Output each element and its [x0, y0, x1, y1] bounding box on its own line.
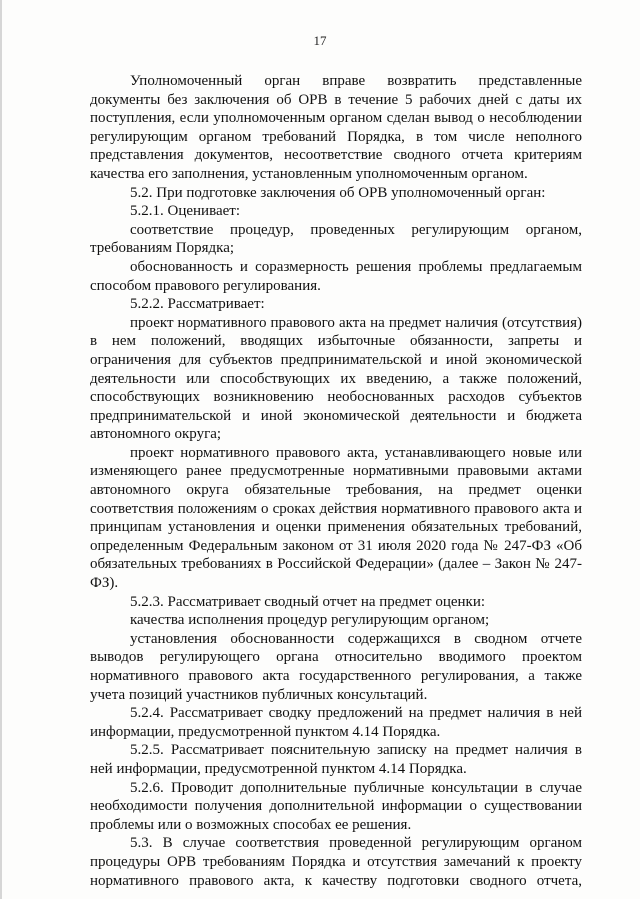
- paragraph-5-2-1: 5.2.1. Оценивает:: [130, 203, 240, 220]
- paragraph-5-2-5: 5.2.5. Рассматривает пояснительную записку на предмет наличия в ней информации, предусмотренной пунктом 4.14 Порядка.: [90, 742, 582, 777]
- paragraph-draft-act-mandatory-requirements: проект нормативного правового акта, устанавливающего новые или изменяющего ранее предусмотренные нормативными правовыми актами автономного округа обязательные требования, на предмет оценки соответствия положениям о сроках действия нормативного правового акта и принципам установления и оценки применения обязательных требований, определенным Федеральным законом от 31 июля 2020 года № 247-ФЗ «Об обязательных требованиях в Российской Федерации» (далее – Закон № 247-ФЗ).: [90, 444, 582, 592]
- paragraph-justification-of-conclusions: установления обоснованности содержащихся в сводном отчете выводов регулирующего органа относительно вводимого проектом нормативного правового акта государственного регулирования, а также учета позиций участников публичных консультаций.: [90, 630, 582, 703]
- paragraph-5-2: 5.2. При подготовке заключения об ОРВ уполномоченный орган:: [130, 184, 546, 201]
- paragraph-5-3: 5.3. В случае соответствия проведенной регулирующим органом процедуры ОРВ требованиям Порядка и отсутствия замечаний к проекту нормативного правового акта, к качеству подготовки сводного отчета,: [90, 835, 582, 889]
- document-body: [90, 72, 582, 890]
- paragraph-validity-of-solution: обоснованность и соразмерность решения проблемы предлагаемым способом правового регулирования.: [90, 258, 582, 294]
- page-edge-shadow: [0, 0, 2, 899]
- paragraph-5-2-6: 5.2.6. Проводит дополнительные публичные консультации в случае необходимости получения дополнительной информации о существовании проблемы или о возможных способах ее решения.: [90, 779, 582, 833]
- paragraph-quality-of-procedures: качества исполнения процедур регулирующим органом;: [130, 612, 490, 629]
- paragraph-5-2-3: 5.2.3. Рассматривает сводный отчет на предмет оценки:: [130, 593, 486, 610]
- paragraph-procedures-compliance: соответствие процедур, проведенных регулирующим органом, требованиям Порядка;: [90, 221, 582, 257]
- page-number: 17: [313, 33, 327, 48]
- paragraph-5-2-2: 5.2.2. Рассматривает:: [130, 296, 265, 313]
- paragraph-5-2-4: 5.2.4. Рассматривает сводку предложений на предмет наличия в ней информации, предусмотренной пунктом 4.14 Порядка.: [90, 705, 582, 740]
- paragraph-return-documents: Уполномоченный орган вправе возвратить представленные документы без заключения об ОРВ в течение 5 рабочих дней с даты их поступления, если уполномоченным органом сделан вывод о несоблюдении регулирующим органом требований Порядка, в том числе неполного представления документов, несоответствие сводного отчета критериям качества его заполнения, установленным уполномоченным органом.: [90, 73, 582, 182]
- paragraph-draft-act-excessive-obligations: проект нормативного правового акта на предмет наличия (отсутствия) в нем положений, вводящих избыточные обязанности, запреты и ограничения для субъектов предпринимательской и иной экономической деятельности или способствующих их введению, а также положений, способствующих возникновению необоснованных расходов субъектов предпринимательской и иной экономической деятельности и бюджета автономного округа;: [90, 314, 582, 443]
